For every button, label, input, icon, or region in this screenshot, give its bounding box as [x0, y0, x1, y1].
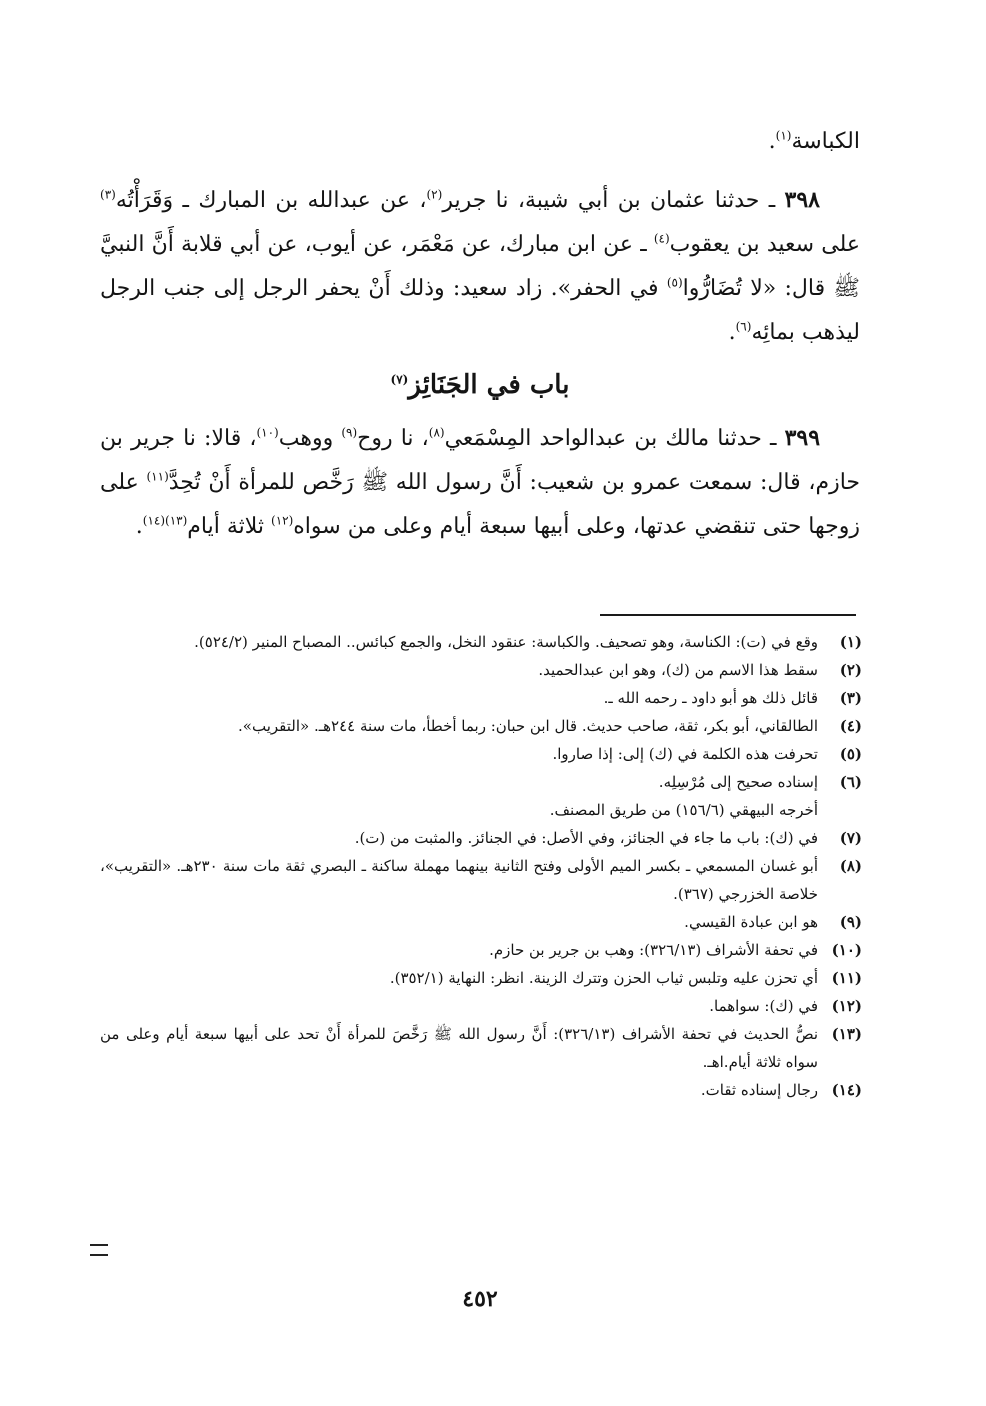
- hadith-398: ٣٩٨ ـ حدثنا عثمان بن أبي شيبة، نا جرير$^{(٢)}$، عن عبدالله بن المبارك ـ وَقَرَأْتُه$^{(٣)}$ على سعيد بن يعقوب$^{(٤)}$ ـ عن ابن مبارك، عن مَعْمَر، عن أيوب، عن أبي قلابة أَنَّ النبيَّ ﷺ قال: «لا تُضَارُّوا$^{(٥)}$ في الحفر». زاد سعيد: وذلك أَنْ يحفر الرجل إلى جنب الرجل ليذهب بمائِه$^{(٦)}$.: [100, 187, 860, 345]
- footnote-ref-11[interactable]: (١١): [146, 469, 169, 484]
- footnote: (٦) إسناده صحيح إلى مُرْسِلِه.: [658, 773, 862, 791]
- footnote-ref-1[interactable]: (١): [775, 128, 792, 143]
- footnote: (٢) سقط هذا الاسم من (ك)، وهو ابن عبدالحميد.: [538, 661, 862, 679]
- chapter-heading: [100, 365, 860, 405]
- footnote-ref-10[interactable]: (١٠): [256, 425, 279, 440]
- footnote-ref-13[interactable]: (١٣): [165, 513, 188, 528]
- footnote-ref-9[interactable]: (٩): [341, 425, 358, 440]
- footnote-continuation: أخرجه البيهقي (١٥٦/٦) من طريق المصنف.: [549, 801, 818, 819]
- carryover-line: الكباسة$^{(١)}$.: [768, 128, 860, 154]
- footnote: (٩) هو ابن عبادة القيسي.: [684, 913, 862, 931]
- footnote-ref-2[interactable]: (٢): [426, 187, 443, 202]
- scan-edge-mark: [90, 1244, 108, 1256]
- footnote-ref-3[interactable]: (٣): [100, 187, 116, 202]
- footnote: (٧) في (ك): باب ما جاء في الجنائز، وفي الأصل: في الجنائز. والمثبت من (ت).: [354, 829, 862, 847]
- main-text-top: [100, 120, 860, 355]
- footnote: (٥) تحرفت هذه الكلمة في (ك) إلى: إذا صاروا.: [552, 745, 862, 763]
- main-text-bottom: [100, 416, 860, 549]
- footnote: (١٢) في (ك): سواهما.: [709, 997, 862, 1015]
- footnote: (٤) الطالقاني، أبو بكر، ثقة، صاحب حديث. قال ابن حبان: ربما أخطأ، مات سنة ٢٤٤هـ. «التقريب».: [238, 717, 862, 735]
- footnote: (١٤) رجال إسناده ثقات.: [700, 1081, 862, 1099]
- hadith-399: ٣٩٩ ـ حدثنا مالك بن عبدالواحد المِسْمَعي$^{(٨)}$، نا روح$^{(٩)}$ ووهب$^{(١٠)}$، قالا: نا جرير بن حازم، قال: سمعت عمرو بن شعيب: أَنَّ رسول الله ﷺ رَخَّص للمرأة أَنْ تُحِدَّ$^{(١١)}$ على زوجها حتى تنقضي عدتها، وعلى أبيها سبعة أيام وعلى من سواه$^{(١٢)}$ ثلاثة أيام$^{(١٣)(١٤)}$.: [100, 425, 860, 539]
- page-number: ٤٥٢: [462, 1286, 498, 1312]
- chapter-title: باب في الجَنَائِز: [408, 370, 570, 400]
- footnote: (٨) أبو غسان المسمعي ـ بكسر الميم الأولى وفتح الثانية بينهما مهملة ساكنة ـ البصري ثقة مات سنة ٢٣٠هـ. «التقريب»، خلاصة الخزرجي (٣٦٧).: [100, 857, 862, 903]
- footnote: (١٣) نصُّ الحديث في تحفة الأشراف (٣٢٦/١٣): أَنَّ رسول الله ﷺ رَخَّصَ للمرأة أَنْ تحد على أبيها سبعة أيام وعلى من سواه ثلاثة أيام.اهـ.: [100, 1025, 862, 1071]
- footnote: (١) وقع في (ت): الكناسة، وهو تصحيف. والكباسة: عنقود النخل، والجمع كبائس.. المصباح المنير (٥٢٤/٢).: [194, 633, 862, 651]
- footnote-ref-7[interactable]: (٧): [390, 372, 409, 387]
- carryover-text: الكباسة: [791, 129, 860, 154]
- footnote-ref-5[interactable]: (٥): [666, 275, 683, 290]
- footnote-ref-14[interactable]: (١٤): [142, 513, 166, 528]
- footnote-ref-6[interactable]: (٦): [735, 319, 752, 334]
- footnote: (١٠) في تحفة الأشراف (٣٢٦/١٣): وهب بن جرير بن حازم.: [489, 941, 862, 959]
- footnote-ref-4[interactable]: (٤): [653, 231, 670, 246]
- footnotes: [100, 628, 862, 1104]
- footnote-separator: [600, 614, 856, 616]
- footnote-ref-12[interactable]: (١٢): [271, 513, 294, 528]
- hadith-number-398: ٣٩٨: [784, 187, 820, 213]
- footnote: (٣) قائل ذلك هو أبو داود ـ رحمه الله ـ.: [603, 689, 862, 707]
- footnote: (١١) أي تحزن عليه وتلبس ثياب الحزن وتترك الزينة. انظر: النهاية (٣٥٢/١).: [389, 969, 862, 987]
- hadith-number-399: ٣٩٩: [784, 425, 821, 451]
- footnote-ref-8[interactable]: (٨): [428, 425, 445, 440]
